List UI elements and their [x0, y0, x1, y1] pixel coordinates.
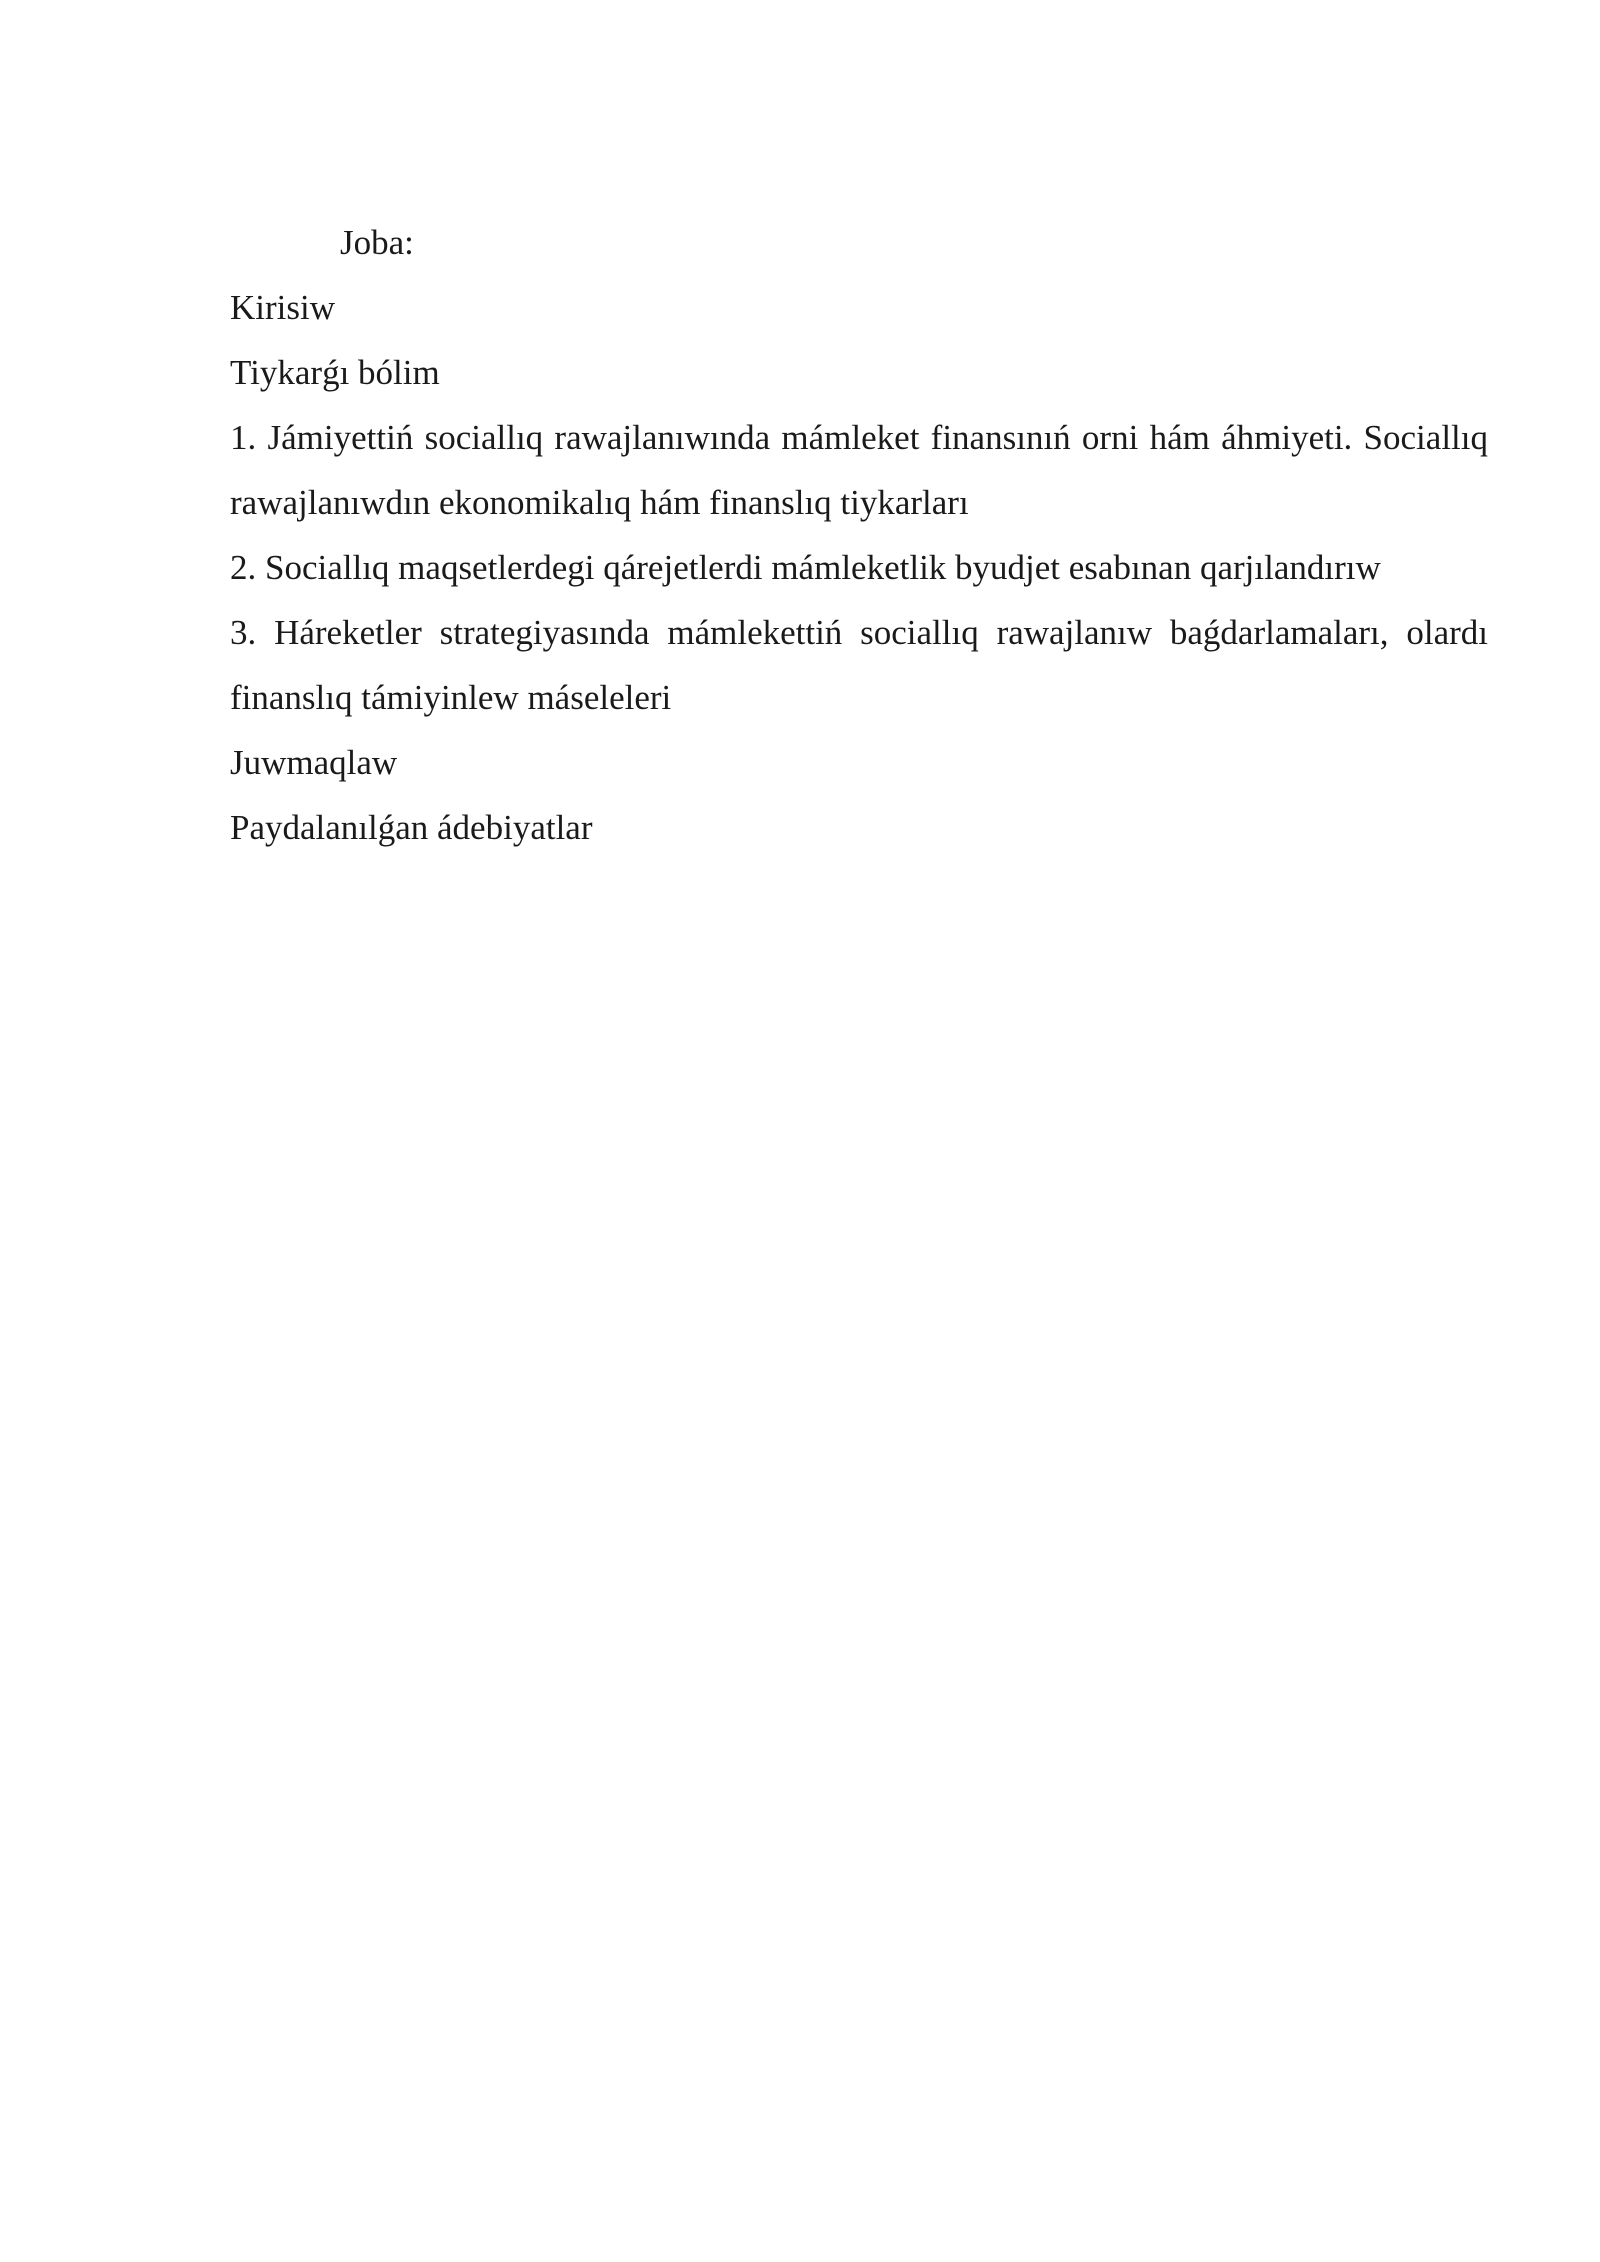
toc-item-conclusion: Juwmaqlaw	[230, 743, 398, 782]
toc-item-section-2: 2. Sociallıq maqsetlerdegi qárejetlerdi mámleketlik byudjet esabınan qarjılandırıw	[230, 548, 1381, 587]
page-title: Joba:	[340, 223, 414, 262]
toc-item-section-3: 3. Háreketler strategiyasında mámlekettiń sociallıq rawajlanıw baǵdarlamaları, olardı finanslıq támiyinlew máseleleri	[230, 613, 1488, 717]
toc-item-main-part: Tiykarǵı bólim	[230, 353, 440, 392]
toc-item-introduction: Kirisiw	[230, 288, 335, 327]
toc-item-section-1: 1. Jámiyettiń sociallıq rawajlanıwında mámleket finansınıń orni hám áhmiyeti. Sociallıq rawajlanıwdın ekonomikalıq hám finanslıq tiykarları	[230, 418, 1488, 522]
toc-item-references: Paydalanılǵan ádebiyatlar	[230, 808, 593, 847]
table-of-contents	[230, 210, 1488, 860]
